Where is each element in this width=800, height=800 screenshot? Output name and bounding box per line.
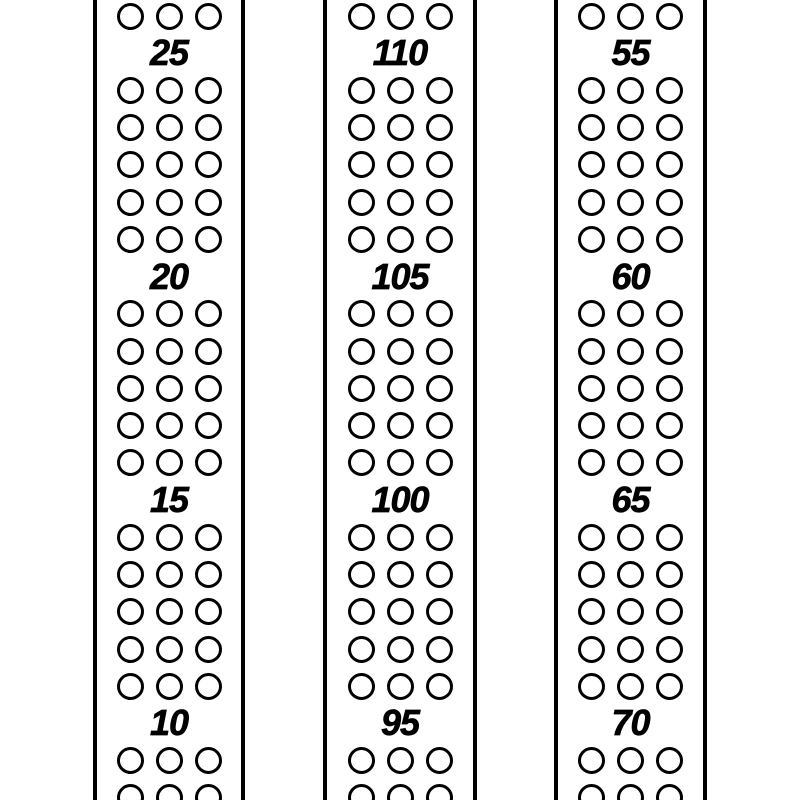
peg-hole-icon [117, 151, 144, 178]
peg-hole-icon [617, 524, 644, 551]
peg-hole-icon [348, 77, 375, 104]
peg-hole-icon [156, 598, 183, 625]
hole-row [327, 146, 473, 183]
peg-hole-icon [348, 300, 375, 327]
score-strip-middle [323, 0, 477, 800]
hole-row [558, 668, 703, 705]
peg-hole-icon [617, 598, 644, 625]
hole-row [327, 556, 473, 593]
score-label: 100 [371, 479, 429, 521]
peg-hole-icon [156, 524, 183, 551]
peg-hole-icon [195, 524, 222, 551]
peg-hole-icon [656, 375, 683, 402]
hole-row [97, 295, 241, 332]
hole-row [558, 444, 703, 481]
score-label-row [327, 32, 473, 74]
hole-row [97, 407, 241, 444]
peg-hole-icon [348, 189, 375, 216]
peg-hole-icon [387, 151, 414, 178]
hole-row [97, 333, 241, 370]
peg-hole-icon [426, 338, 453, 365]
peg-hole-icon [348, 338, 375, 365]
peg-hole-icon [117, 375, 144, 402]
peg-hole-icon [156, 449, 183, 476]
peg-hole-icon [156, 673, 183, 700]
peg-hole-icon [578, 77, 605, 104]
score-label-row [558, 479, 703, 521]
peg-hole-icon [426, 3, 453, 30]
peg-hole-icon [578, 636, 605, 663]
peg-hole-icon [195, 3, 222, 30]
peg-hole-icon [578, 598, 605, 625]
peg-hole-icon [117, 598, 144, 625]
peg-hole-icon [156, 114, 183, 141]
peg-hole-icon [195, 561, 222, 588]
peg-hole-icon [617, 673, 644, 700]
peg-hole-icon [426, 151, 453, 178]
peg-hole-icon [656, 598, 683, 625]
peg-hole-icon [617, 412, 644, 439]
peg-hole-icon [617, 375, 644, 402]
peg-hole-icon [387, 449, 414, 476]
peg-hole-icon [117, 226, 144, 253]
score-label-row [558, 255, 703, 297]
hole-row [327, 407, 473, 444]
peg-hole-icon [656, 226, 683, 253]
score-label-row [97, 255, 241, 297]
peg-hole-icon [117, 3, 144, 30]
peg-hole-icon [387, 338, 414, 365]
peg-hole-icon [387, 375, 414, 402]
peg-hole-icon [195, 412, 222, 439]
peg-hole-icon [117, 412, 144, 439]
score-label-row [97, 702, 241, 744]
peg-hole-icon [156, 3, 183, 30]
hole-row [97, 221, 241, 258]
peg-hole-icon [117, 338, 144, 365]
peg-hole-icon [426, 226, 453, 253]
hole-row [558, 593, 703, 630]
peg-hole-icon [156, 77, 183, 104]
score-label: 60 [611, 255, 650, 297]
peg-hole-icon [348, 673, 375, 700]
hole-row [327, 593, 473, 630]
peg-hole-icon [426, 747, 453, 774]
hole-row [327, 370, 473, 407]
hole-row [97, 444, 241, 481]
hole-row [97, 72, 241, 109]
hole-row [327, 333, 473, 370]
score-label: 10 [149, 702, 189, 744]
hole-row [327, 109, 473, 146]
peg-hole-icon [578, 3, 605, 30]
peg-hole-icon [387, 673, 414, 700]
hole-row [327, 779, 473, 800]
peg-hole-icon [578, 784, 605, 800]
peg-hole-icon [617, 151, 644, 178]
peg-hole-icon [348, 226, 375, 253]
peg-hole-icon [117, 77, 144, 104]
peg-hole-icon [426, 77, 453, 104]
peg-hole-icon [348, 3, 375, 30]
peg-hole-icon [617, 784, 644, 800]
peg-hole-icon [578, 412, 605, 439]
peg-hole-icon [348, 412, 375, 439]
hole-row [558, 0, 703, 35]
hole-row [327, 519, 473, 556]
peg-hole-icon [387, 784, 414, 800]
peg-hole-icon [578, 673, 605, 700]
peg-hole-icon [348, 747, 375, 774]
peg-hole-icon [578, 524, 605, 551]
peg-hole-icon [387, 747, 414, 774]
hole-row [558, 333, 703, 370]
peg-hole-icon [387, 561, 414, 588]
peg-hole-icon [387, 300, 414, 327]
peg-hole-icon [617, 114, 644, 141]
hole-row [327, 444, 473, 481]
peg-hole-icon [426, 636, 453, 663]
peg-hole-icon [156, 300, 183, 327]
hole-row [97, 779, 241, 800]
peg-hole-icon [617, 561, 644, 588]
hole-row [97, 0, 241, 35]
hole-row [327, 72, 473, 109]
peg-hole-icon [656, 114, 683, 141]
peg-hole-icon [348, 524, 375, 551]
peg-hole-icon [426, 673, 453, 700]
hole-row [97, 519, 241, 556]
peg-hole-icon [578, 189, 605, 216]
peg-hole-icon [195, 673, 222, 700]
score-label-row [327, 702, 473, 744]
peg-hole-icon [617, 77, 644, 104]
score-label: 65 [611, 479, 650, 521]
score-label: 55 [611, 32, 650, 74]
score-label: 105 [371, 255, 429, 297]
peg-hole-icon [656, 189, 683, 216]
hole-row [558, 519, 703, 556]
hole-row [558, 295, 703, 332]
peg-hole-icon [387, 77, 414, 104]
hole-row [558, 184, 703, 221]
score-label-row [327, 479, 473, 521]
peg-hole-icon [578, 114, 605, 141]
peg-hole-icon [117, 636, 144, 663]
hole-row [558, 556, 703, 593]
hole-row [558, 630, 703, 667]
peg-hole-icon [156, 375, 183, 402]
peg-hole-icon [195, 449, 222, 476]
peg-hole-icon [156, 784, 183, 800]
score-label-row [97, 32, 241, 74]
peg-hole-icon [156, 189, 183, 216]
peg-hole-icon [426, 375, 453, 402]
peg-hole-icon [426, 114, 453, 141]
peg-hole-icon [156, 747, 183, 774]
hole-row [97, 630, 241, 667]
hole-row [558, 779, 703, 800]
peg-hole-icon [617, 300, 644, 327]
peg-hole-icon [578, 449, 605, 476]
peg-hole-icon [656, 561, 683, 588]
peg-hole-icon [387, 3, 414, 30]
peg-hole-icon [117, 449, 144, 476]
peg-hole-icon [656, 747, 683, 774]
hole-row [97, 556, 241, 593]
peg-hole-icon [578, 338, 605, 365]
peg-hole-icon [195, 598, 222, 625]
peg-hole-icon [195, 151, 222, 178]
peg-hole-icon [426, 412, 453, 439]
peg-hole-icon [656, 338, 683, 365]
peg-hole-icon [578, 300, 605, 327]
hole-row [558, 742, 703, 779]
hole-row [558, 146, 703, 183]
peg-hole-icon [117, 784, 144, 800]
peg-hole-icon [117, 300, 144, 327]
peg-hole-icon [656, 524, 683, 551]
peg-hole-icon [195, 338, 222, 365]
peg-hole-icon [387, 636, 414, 663]
hole-row [97, 742, 241, 779]
peg-hole-icon [617, 747, 644, 774]
score-label: 15 [149, 479, 189, 521]
score-strip-left [93, 0, 245, 800]
hole-row [558, 370, 703, 407]
peg-hole-icon [156, 561, 183, 588]
hole-row [558, 109, 703, 146]
peg-hole-icon [117, 673, 144, 700]
peg-hole-icon [426, 561, 453, 588]
peg-hole-icon [195, 300, 222, 327]
peg-hole-icon [656, 151, 683, 178]
peg-hole-icon [117, 189, 144, 216]
peg-hole-icon [656, 673, 683, 700]
peg-hole-icon [617, 636, 644, 663]
score-label: 110 [372, 32, 428, 74]
score-label-row [327, 255, 473, 297]
peg-hole-icon [656, 784, 683, 800]
peg-hole-icon [156, 412, 183, 439]
peg-hole-icon [387, 114, 414, 141]
peg-hole-icon [578, 375, 605, 402]
peg-hole-icon [195, 189, 222, 216]
peg-hole-icon [426, 524, 453, 551]
hole-row [327, 0, 473, 35]
score-label: 70 [611, 702, 650, 744]
peg-hole-icon [656, 3, 683, 30]
peg-hole-icon [578, 561, 605, 588]
hole-row [97, 370, 241, 407]
hole-row [327, 221, 473, 258]
peg-hole-icon [195, 375, 222, 402]
peg-hole-icon [117, 524, 144, 551]
peg-hole-icon [117, 561, 144, 588]
hole-row [97, 184, 241, 221]
peg-hole-icon [578, 747, 605, 774]
peg-hole-icon [195, 77, 222, 104]
peg-hole-icon [348, 636, 375, 663]
peg-hole-icon [156, 151, 183, 178]
peg-hole-icon [348, 561, 375, 588]
hole-row [558, 72, 703, 109]
peg-hole-icon [578, 151, 605, 178]
peg-hole-icon [387, 598, 414, 625]
hole-row [97, 146, 241, 183]
hole-row [97, 109, 241, 146]
hole-row [327, 668, 473, 705]
score-label: 95 [380, 702, 420, 744]
peg-hole-icon [348, 151, 375, 178]
hole-row [327, 184, 473, 221]
peg-hole-icon [348, 375, 375, 402]
peg-hole-icon [656, 449, 683, 476]
score-label: 20 [149, 255, 189, 297]
score-label-row [558, 702, 703, 744]
hole-row [327, 630, 473, 667]
peg-hole-icon [426, 189, 453, 216]
peg-hole-icon [656, 412, 683, 439]
peg-hole-icon [617, 189, 644, 216]
peg-hole-icon [387, 226, 414, 253]
peg-hole-icon [426, 598, 453, 625]
peg-hole-icon [195, 747, 222, 774]
peg-hole-icon [426, 449, 453, 476]
peg-hole-icon [617, 226, 644, 253]
peg-hole-icon [117, 747, 144, 774]
peg-hole-icon [156, 226, 183, 253]
score-label-row [558, 32, 703, 74]
peg-hole-icon [156, 636, 183, 663]
score-label-row [97, 479, 241, 521]
hole-row [558, 407, 703, 444]
peg-hole-icon [156, 338, 183, 365]
hole-row [558, 221, 703, 258]
hole-row [327, 295, 473, 332]
peg-hole-icon [348, 114, 375, 141]
peg-hole-icon [656, 300, 683, 327]
peg-hole-icon [426, 300, 453, 327]
peg-hole-icon [426, 784, 453, 800]
peg-hole-icon [578, 226, 605, 253]
peg-hole-icon [348, 598, 375, 625]
peg-hole-icon [387, 524, 414, 551]
peg-hole-icon [387, 189, 414, 216]
peg-hole-icon [617, 3, 644, 30]
hole-row [97, 593, 241, 630]
peg-hole-icon [617, 449, 644, 476]
peg-hole-icon [656, 77, 683, 104]
peg-hole-icon [348, 784, 375, 800]
peg-hole-icon [348, 449, 375, 476]
peg-hole-icon [195, 114, 222, 141]
score-strip-right [554, 0, 707, 800]
score-label: 25 [149, 32, 189, 74]
hole-row [327, 742, 473, 779]
peg-hole-icon [656, 636, 683, 663]
peg-hole-icon [195, 226, 222, 253]
peg-hole-icon [117, 114, 144, 141]
peg-hole-icon [195, 636, 222, 663]
peg-hole-icon [195, 784, 222, 800]
hole-row [97, 668, 241, 705]
peg-hole-icon [617, 338, 644, 365]
peg-hole-icon [387, 412, 414, 439]
